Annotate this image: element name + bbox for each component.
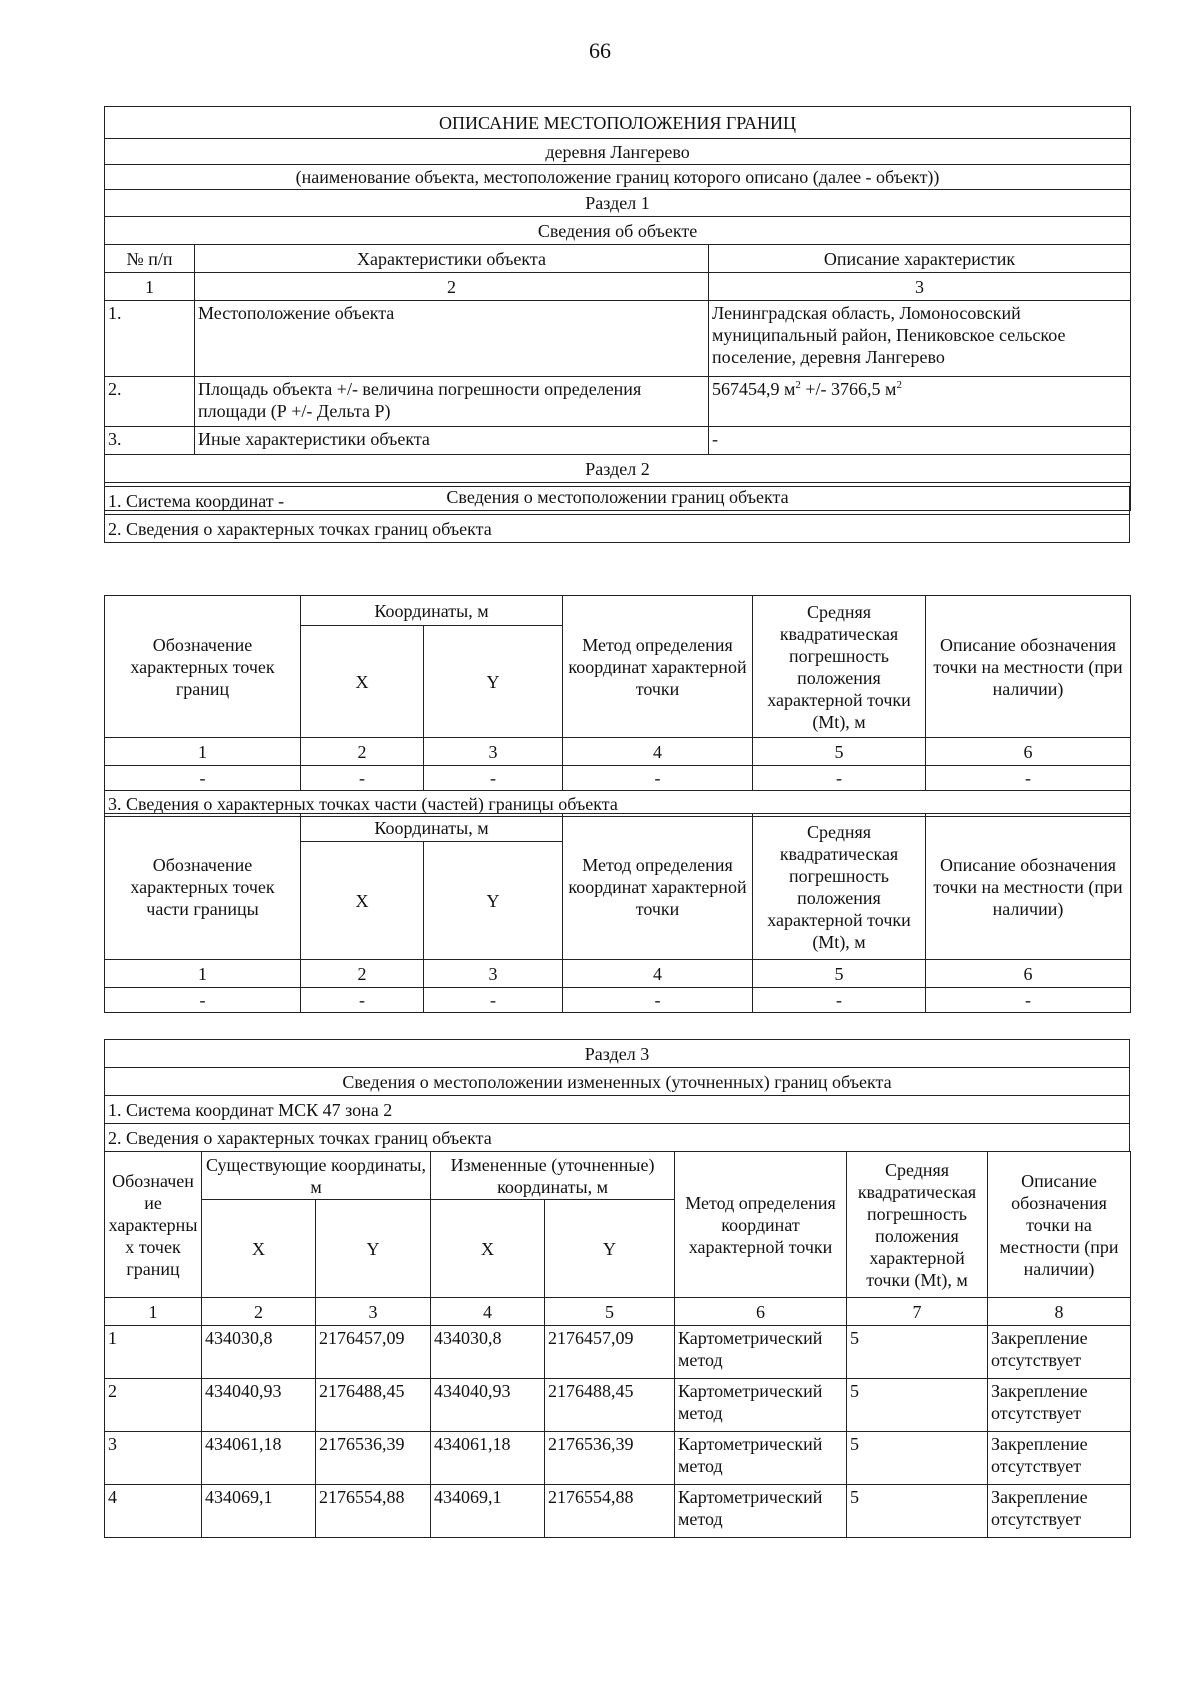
mt-error: 5 xyxy=(847,1432,988,1485)
header-point-designation: Обозначение характерных точек части границы xyxy=(105,814,301,960)
row-characteristic: Иные характеристики объекта xyxy=(195,427,709,455)
section2-part-points-title: 3. Сведения о характерных точках части (частей) границы объекта xyxy=(105,791,1131,817)
row-characteristic: Площадь объекта +/- величина погрешности определения площади (Р +/- Дельта Р) xyxy=(195,377,709,427)
point-id: 2 xyxy=(105,1379,202,1432)
existing-x: 434061,18 xyxy=(202,1432,316,1485)
area-value xyxy=(709,377,1131,427)
changed-x: 434061,18 xyxy=(431,1432,545,1485)
point-description: Закрепление отсутствует xyxy=(988,1485,1131,1538)
object-name: деревня Лангерево xyxy=(105,139,1131,165)
header-point-designation: Обозначение характерных точек границ xyxy=(105,596,301,738)
empty-cell: - xyxy=(926,766,1131,791)
col-number: 6 xyxy=(675,1298,847,1326)
existing-x: 434069,1 xyxy=(202,1485,316,1538)
table-row xyxy=(105,1432,1131,1485)
col-number: 3 xyxy=(709,273,1131,301)
header-error: Средняя квадратическая погрешность положения характерной точки (Mt), м xyxy=(753,596,926,738)
col-number: 1 xyxy=(105,960,301,988)
point-id: 1 xyxy=(105,1326,202,1379)
section3-subtitle: Сведения о местоположении измененных (уточненных) границ объекта xyxy=(105,1068,1130,1096)
col-number: 3 xyxy=(424,738,563,766)
changed-x: 434069,1 xyxy=(431,1485,545,1538)
empty-cell: - xyxy=(424,766,563,791)
header-characteristics: Характеристики объекта xyxy=(195,245,709,273)
col-number: 2 xyxy=(202,1298,316,1326)
section3-title: Раздел 3 xyxy=(105,1040,1130,1068)
col-number: 4 xyxy=(563,738,753,766)
header-location-description: Описание обозначения точки на местности (при наличии) xyxy=(926,596,1131,738)
header-x: X xyxy=(301,626,424,738)
section2-points-title: 2. Сведения о характерных точках границ объекта xyxy=(105,515,1130,543)
header-changed-coordinates: Измененные (уточненные) координаты, м xyxy=(431,1152,675,1200)
section1-table xyxy=(104,106,1131,511)
col-number: 5 xyxy=(753,960,926,988)
point-description: Закрепление отсутствует xyxy=(988,1379,1131,1432)
changed-y: 2176457,09 xyxy=(545,1326,675,1379)
section2-title: Раздел 2 xyxy=(105,455,1131,483)
col-number: 6 xyxy=(926,738,1131,766)
section1-title: Раздел 1 xyxy=(105,190,1131,217)
section3-coord-system: 1. Система координат МСК 47 зона 2 xyxy=(105,1096,1130,1124)
existing-y: 2176536,39 xyxy=(316,1432,431,1485)
changed-y: 2176554,88 xyxy=(545,1485,675,1538)
col-number: 3 xyxy=(316,1298,431,1326)
row-description: - xyxy=(709,427,1131,455)
mt-error: 5 xyxy=(847,1485,988,1538)
object-note: (наименование объекта, местоположение границ которого описано (далее - объект)) xyxy=(105,165,1131,190)
header-error: Средняя квадратическая погрешность положения характерной точки (Mt), м xyxy=(847,1152,988,1298)
section1-subtitle: Сведения об объекте xyxy=(105,217,1131,245)
header-location-description: Описание обозначения точки на местности (при наличии) xyxy=(988,1152,1131,1298)
header-x: X xyxy=(431,1200,545,1298)
col-number: 2 xyxy=(301,738,424,766)
row-number: 2. xyxy=(105,377,195,427)
header-y: Y xyxy=(424,842,563,960)
header-method: Метод определения координат характерной точки xyxy=(563,596,753,738)
section2-part-points-table xyxy=(104,813,1131,1013)
empty-cell: - xyxy=(753,988,926,1013)
empty-cell: - xyxy=(105,988,301,1013)
col-number: 4 xyxy=(431,1298,545,1326)
changed-x: 434030,8 xyxy=(431,1326,545,1379)
section3-lines-table xyxy=(104,1039,1130,1152)
header-point-designation: Обозначение характерных точек границ xyxy=(105,1152,202,1298)
row-characteristic: Местоположение объекта xyxy=(195,301,709,377)
table-row xyxy=(105,1485,1131,1538)
method: Картометрический метод xyxy=(675,1485,847,1538)
section2-coord-system: 1. Система координат - xyxy=(105,487,1130,515)
changed-y: 2176536,39 xyxy=(545,1432,675,1485)
existing-y: 2176488,45 xyxy=(316,1379,431,1432)
changed-x: 434040,93 xyxy=(431,1379,545,1432)
header-error: Средняя квадратическая погрешность положения характерной точки (Mt), м xyxy=(753,814,926,960)
changed-y: 2176488,45 xyxy=(545,1379,675,1432)
mt-error: 5 xyxy=(847,1326,988,1379)
col-number: 1 xyxy=(105,1298,202,1326)
empty-cell: - xyxy=(301,988,424,1013)
existing-x: 434040,93 xyxy=(202,1379,316,1432)
header-description: Описание характеристик xyxy=(709,245,1131,273)
existing-y: 2176554,88 xyxy=(316,1485,431,1538)
empty-cell: - xyxy=(424,988,563,1013)
method: Картометрический метод xyxy=(675,1379,847,1432)
col-number: 2 xyxy=(195,273,709,301)
method: Картометрический метод xyxy=(675,1326,847,1379)
empty-cell: - xyxy=(563,988,753,1013)
empty-cell: - xyxy=(105,766,301,791)
header-existing-coordinates: Существующие координаты, м xyxy=(202,1152,431,1200)
area-value-main: 567454,9 м xyxy=(712,379,796,399)
header-number: № п/п xyxy=(105,245,195,273)
header-y: Y xyxy=(316,1200,431,1298)
existing-x: 434030,8 xyxy=(202,1326,316,1379)
col-number: 5 xyxy=(753,738,926,766)
existing-y: 2176457,09 xyxy=(316,1326,431,1379)
point-id: 4 xyxy=(105,1485,202,1538)
area-value-error: +/- 3766,5 м xyxy=(800,379,897,399)
header-coordinates: Координаты, м xyxy=(301,596,563,626)
point-id: 3 xyxy=(105,1432,202,1485)
empty-cell: - xyxy=(563,766,753,791)
col-number: 1 xyxy=(105,273,195,301)
col-number: 2 xyxy=(301,960,424,988)
col-number: 1 xyxy=(105,738,301,766)
section3-points-title: 2. Сведения о характерных точках границ объекта xyxy=(105,1124,1130,1152)
header-x: X xyxy=(301,842,424,960)
row-number: 3. xyxy=(105,427,195,455)
col-number: 6 xyxy=(926,960,1131,988)
header-y: Y xyxy=(545,1200,675,1298)
mt-error: 5 xyxy=(847,1379,988,1432)
empty-cell: - xyxy=(301,766,424,791)
point-description: Закрепление отсутствует xyxy=(988,1326,1131,1379)
method: Картометрический метод xyxy=(675,1432,847,1485)
header-method: Метод определения координат характерной точки xyxy=(675,1152,847,1298)
area-superscript: 2 xyxy=(795,379,801,391)
document-title: ОПИСАНИЕ МЕСТОПОЛОЖЕНИЯ ГРАНИЦ xyxy=(105,107,1131,139)
row-description: Ленинградская область, Ломоносовский муниципальный район, Пениковское сельское поселение, деревня Лангерево xyxy=(709,301,1131,377)
header-x: X xyxy=(202,1200,316,1298)
col-number: 4 xyxy=(563,960,753,988)
area-superscript: 2 xyxy=(896,379,902,391)
col-number: 8 xyxy=(988,1298,1131,1326)
row-number: 1. xyxy=(105,301,195,377)
header-method: Метод определения координат характерной точки xyxy=(563,814,753,960)
col-number: 5 xyxy=(545,1298,675,1326)
page-number: 66 xyxy=(589,38,611,63)
empty-cell: - xyxy=(926,988,1131,1013)
table-row xyxy=(105,1326,1131,1379)
section3-points-table xyxy=(104,1151,1131,1538)
section2-subtitle: Сведения о местоположении границ объекта xyxy=(105,483,1131,511)
header-coordinates: Координаты, м xyxy=(301,814,563,842)
table-row xyxy=(105,1379,1131,1432)
col-number: 3 xyxy=(424,960,563,988)
section2-lines-table xyxy=(104,486,1130,543)
header-location-description: Описание обозначения точки на местности (при наличии) xyxy=(926,814,1131,960)
section2-points-table xyxy=(104,595,1131,817)
col-number: 7 xyxy=(847,1298,988,1326)
header-y: Y xyxy=(424,626,563,738)
point-description: Закрепление отсутствует xyxy=(988,1432,1131,1485)
empty-cell: - xyxy=(753,766,926,791)
